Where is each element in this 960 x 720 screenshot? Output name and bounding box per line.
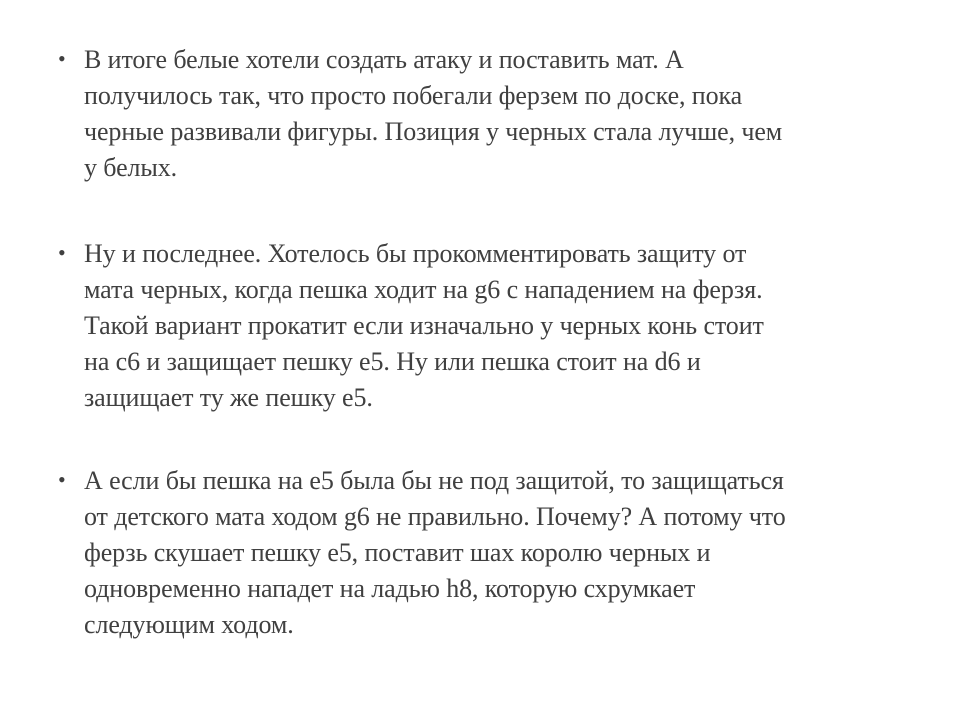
bullet-dot-icon: • [58,467,66,492]
bullet-text-2: Ну и последнее. Хотелось бы прокомментировать защиту от мата черных, когда пешка ходит на g6 с нападением на ферзя. Такой вариант прокатит если изначально у черных конь стоит на с6 и защищает пешку е5. Ну или пешка стоит на d6 и защищает ту же пешку е5. [84,239,764,412]
bullet-text-1: В итоге белые хотели создать атаку и поставить мат. А получилось так, что просто побегали ферзем по доске, пока черные развивали фигуры. Позиция у черных стала лучше, чем у белых. [84,45,783,182]
bullet-dot-icon: • [58,240,66,265]
bullet-dot-icon: • [58,46,66,71]
bullet-text-3: А если бы пешка на е5 была бы не под защитой, то защищаться от детского мата ходом g6 не правильно. Почему? А потому что ферзь скушает пешку е5, поставит шах королю черных и одновременно нападет на ладью h8, которую схрумкает следующим ходом. [84,466,786,639]
